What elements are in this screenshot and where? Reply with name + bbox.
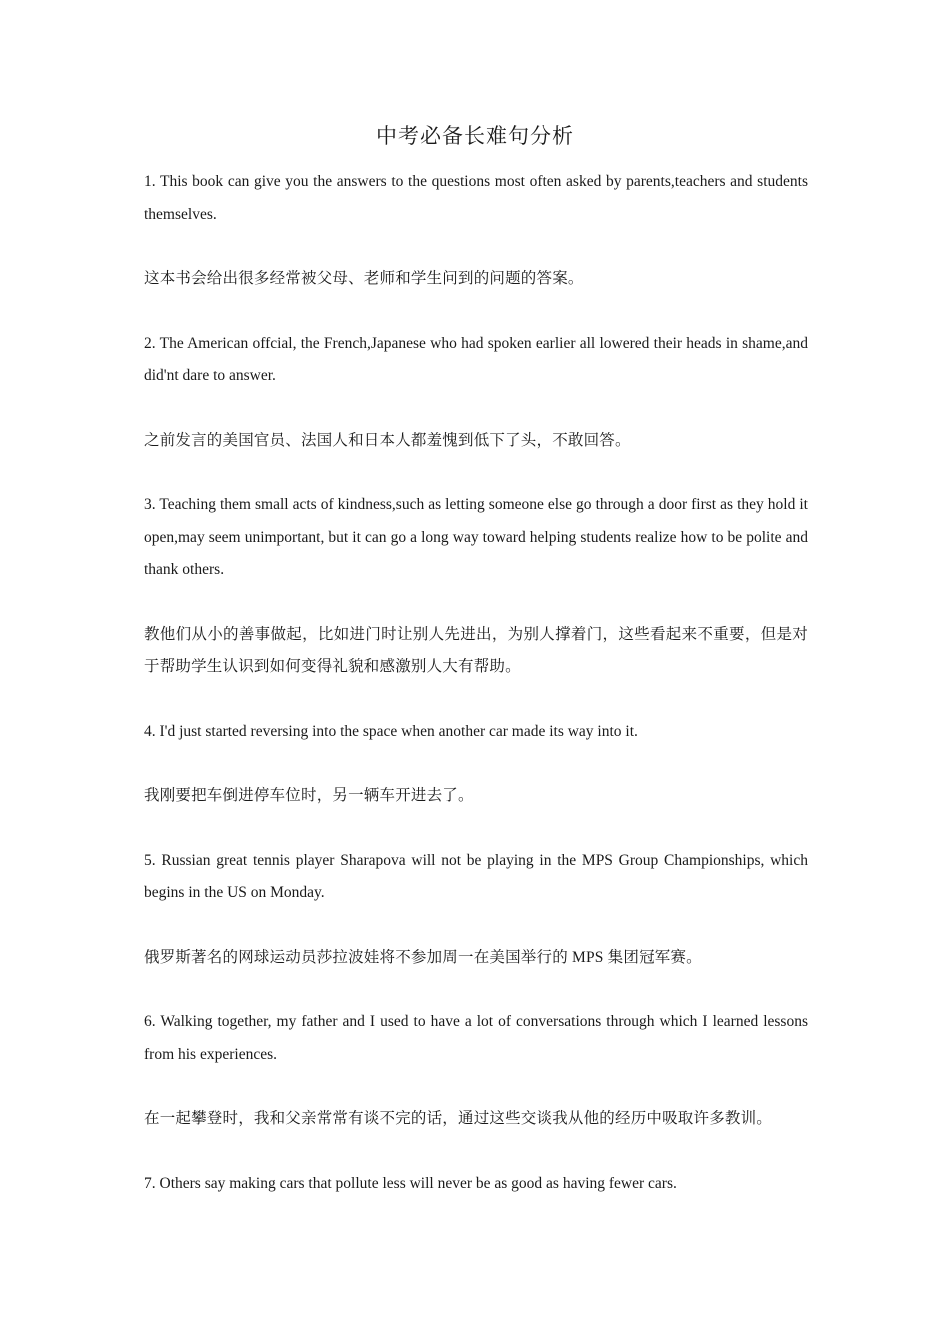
- document-title: 中考必备长难句分析: [376, 124, 574, 148]
- spacer: [144, 231, 808, 263]
- spacer: [144, 1071, 808, 1103]
- sentence-5-english: 5. Russian great tennis player Sharapova will not be playing in the MPS Group Championships, which begins in the US on Monday.: [144, 851, 808, 901]
- spacer: [144, 813, 808, 845]
- sentence-4-english: 4. I'd just started reversing into the space when another car made its way into it.: [144, 722, 638, 740]
- sentence-4-chinese: 我刚要把车倒进停车位时，另一辆车开进去了。: [144, 787, 474, 804]
- spacer: [144, 748, 808, 780]
- spacer: [144, 393, 808, 425]
- sentence-7-english: 7. Others say making cars that pollute less will never be as good as having fewer cars.: [144, 1174, 677, 1192]
- sentence-5-chinese: 俄罗斯著名的网球运动员莎拉波娃将不参加周一在美国举行的 MPS 集团冠军赛。: [144, 948, 702, 966]
- spacer: [144, 910, 808, 942]
- spacer: [144, 1136, 808, 1168]
- sentence-3-english: 3. Teaching them small acts of kindness,such as letting someone else go through a door first as they hold it open,may seem unimportant, but it can go a long way toward helping students realize how to be polite and thank others.: [144, 496, 808, 578]
- sentence-6-chinese: 在一起攀登时，我和父亲常常有谈不完的话，通过这些交谈我从他的经历中吸取许多教训。: [144, 1110, 773, 1127]
- sentence-list: [144, 166, 808, 1200]
- spacer: [144, 974, 808, 1006]
- sentence-2-chinese: 之前发言的美国官员、法国人和日本人都羞愧到低下了头，不敢回答。: [144, 431, 631, 449]
- sentence-1-chinese: 这本书会给出很多经常被父母、老师和学生问到的问题的答案。: [144, 270, 584, 287]
- sentence-1-english: 1. This book can give you the answers to the questions most often asked by parents,teachers and students themselves.: [144, 173, 808, 223]
- sentence-3-chinese: 教他们从小的善事做起，比如进门时让别人先进出，为别人撑着门，这些看起来不重要，但是对于帮助学生认识到如何变得礼貌和感激别人大有帮助。: [144, 625, 808, 675]
- spacer: [144, 684, 808, 716]
- sentence-2-english: 2. The American offcial, the French,Japanese who had spoken earlier all lowered their heads in shame,and did'nt dare to answer.: [144, 334, 808, 384]
- spacer: [144, 587, 808, 619]
- sentence-6-english: 6. Walking together, my father and I used to have a lot of conversations through which I learned lessons from his experiences.: [144, 1013, 808, 1063]
- spacer: [144, 457, 808, 489]
- spacer: [144, 296, 808, 328]
